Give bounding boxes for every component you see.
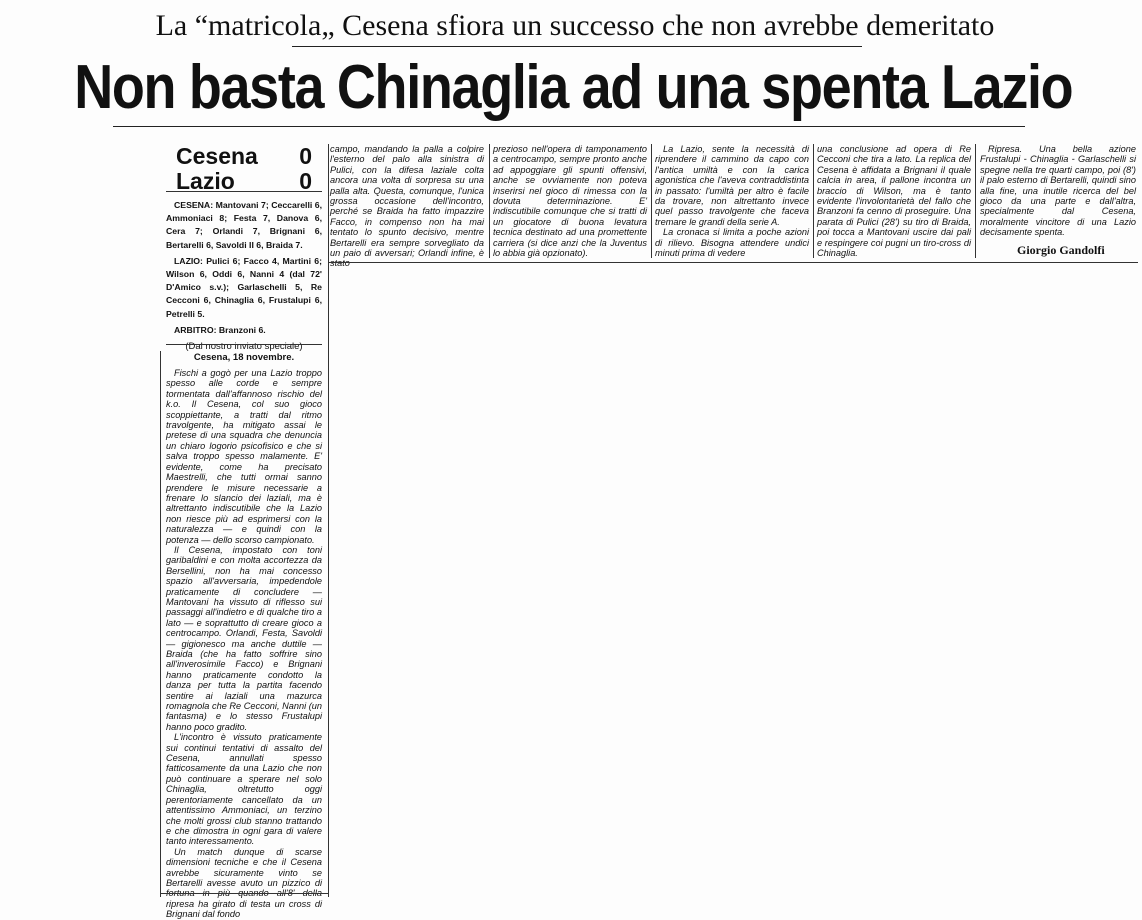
article-paragraph: Un match dunque di scarse dimensioni tecniche e che il Cesena avrebbe sicuramente vinto se Bertarelli avesse avuto un pizzico di fortuna in più quando all'8' della ripresa ha girato di testa un cross di Brignani dal fondo <box>166 846 322 920</box>
lineups-bottom-rule <box>166 344 322 345</box>
home-team-name: Cesena <box>176 143 258 169</box>
lineups <box>166 199 322 337</box>
article-paragraph: Ripresa. Una bella azione Frustalupi - Chinaglia - Garlaschelli si spegne nella tre quarti campo, poi (8') il palo esterno di Bertarelli, quindi sino alla fine, una inutile ricerca del bel gioco da una parte e dall'altra, specialmente dal Cesena, moralmente vincitore di una Lazio decisamente spenta. <box>980 144 1136 238</box>
article-paragraph: prezioso nell'opera di tamponamento a centrocampo, sempre pronto anche ad appoggiare gli spunti offensivi, anche se ovviamente non poteva inserirsi nel gioco di rimessa con la dovuta determinazione. E' indiscutibile comunque che si tratti di un giocatore di buona levatura tecnica destinato ad una promettente carriera (si dice anzi che la Juventus lo abbia già opzionato). <box>493 144 647 259</box>
lazio-lineup: LAZIO: Pulici 6; Facco 4, Martini 6; Wilson 6, Oddi 6, Nanni 4 (dal 72' D'Amico s.v.); Garlaschelli 5, Re Cecconi 6, Chinaglia 6, Frustalupi 6, Petrelli 5. <box>166 255 322 319</box>
column-divider <box>975 144 976 258</box>
article-column-2 <box>330 144 484 269</box>
dateline-source: (Dal nostro inviato speciale) <box>185 341 303 353</box>
column-divider <box>489 144 490 258</box>
column-divider <box>813 144 814 258</box>
column-divider <box>160 351 161 897</box>
away-team-name: Lazio <box>176 168 235 194</box>
kicker-headline: La “matricola„ Cesena sfiora un successo che non avrebbe demeritato <box>155 9 995 42</box>
dateline-place-date: Cesena, 18 novembre. <box>193 352 295 364</box>
article-paragraph: Fischi a gogò per una Lazio troppo spesso alle corde e sempre tormentata dall'affannoso rischio del k.o. Il Cesena, col suo gioco scoppiettante, a tratti dal ritmo travolgente, ha mitigato assai le pretese di una squadra che denuncia un chiaro logorio psicofisico e che si salva troppo spesso malamente. E' evidente, come ha precisato Maestrelli, che tutti ormai sanno prendere le misure necessarie a frenare lo slancio dei laziali, ma è altrettanto indiscutibile che la Lazio non riesce più ad esprimersi con la naturalezza — e quindi con la potenza — dello scorso campionato. <box>166 368 322 545</box>
article-column-6 <box>980 144 1136 244</box>
article-paragraph: Il Cesena, impostato con toni garibaldini e con molta accortezza da Bersellini, non ha mai concesso spazio all'avversaria, impedendole praticamente di concludere — Mantovani ha vissuto di riflesso sui passaggi all'indietro e di qualche tiro a lato — e soprattutto di creare gioco a centrocampo. Orlandi, Festa, Savoldi — gigionesco ma anche duttile — Braida (che ha fatto soffrire sino all'inverosimile Facco) e Brignani hanno praticamente condotto la danza per tutta la partita facendo sentire ai laziali una mazurca romagnola che Re Cecconi, Nanni (un fantasma) e lo stesso Frustalupi hanno poco gradito. <box>166 544 322 732</box>
kicker-underline <box>292 46 862 47</box>
away-team-score: 0 <box>299 168 312 194</box>
article-paragraph: La cronaca si limita a poche azioni di rilievo. Bisogna attendere undici minuti prima di vedere <box>655 227 809 259</box>
column-divider <box>328 144 329 897</box>
headline-underline <box>113 126 1025 127</box>
column-divider <box>651 144 652 258</box>
article-column-3 <box>493 144 647 262</box>
article-paragraph: una conclusione ad opera di Re Cecconi che tira a lato. La replica del Cesena è affidata a Brignani il quale calcia in area, il pallone incontra un braccio di Wilson, ma è tanto evidente l'involontarietà del fallo che Branzoni fa cenno di proseguire. Una parata di Pulici (28') su tiro di Braida, poi tocca a Mantovani uscire dai pali e respingere coi pugni un tiro-cross di Chinaglia. <box>817 144 971 259</box>
article-column-4 <box>655 144 809 262</box>
cesena-lineup: CESENA: Mantovani 7; Ceccarelli 6, Ammoniaci 8; Festa 7, Danova 6, Cera 7; Orlandi 7, Brignani 6, Bertarelli 6, Savoldi II 6, Braida 7. <box>166 200 322 250</box>
home-team-score: 0 <box>299 143 312 169</box>
columns-bottom-rule <box>328 262 1138 263</box>
score-underline <box>166 191 322 192</box>
article-paragraph: L'incontro è vissuto praticamente sui continui tentativi di assalto del Cesena, annullati spesso fatticosamente da una Lazio che non può continuare a sperare nel solo Chinaglia, oltretutto oggi perentoriamente cancellato da un attentissimo Ammoniaci, un terzino che molti grossi club stanno trattando e che dimostra in ogni gara di valere tanto interessamento. <box>166 732 322 847</box>
referee-line: ARBITRO: Branzoni 6. <box>174 324 266 335</box>
author-signature: Giorgio Gandolfi <box>1017 243 1105 257</box>
article-paragraph: La Lazio, sente la necessità di riprendere il cammino da capo con l'antica umiltà e con la carica agonistica che l'aveva contraddistinta in passato: l'umiltà per altro è facile da trovare, non altrettanto invece quel passo travolgente che faceva tremare le grandi della serie A. <box>655 144 809 227</box>
article-paragraph: campo, mandando la palla a colpire l'esterno del palo alla sinistra di Pulici, con la difesa laziale colta ancora una volta di sorpresa su una palla alta. Questa, comunque, l'unica grossa occasione dell'incontro, perché se Braida ha fatto impazzire Facco, in compenso non ha mai tentato lo spunto decisivo, mentre Bertarelli era sempre sorvegliato da un paio di avversari; Orlandi infine, è stato <box>330 144 484 269</box>
main-headline: Non basta Chinaglia ad una spenta Lazio <box>74 53 1073 122</box>
article-column-5 <box>817 144 971 262</box>
column-bottom-rule <box>160 893 328 894</box>
score-row-home <box>166 144 322 169</box>
article-column-1 <box>166 143 322 920</box>
